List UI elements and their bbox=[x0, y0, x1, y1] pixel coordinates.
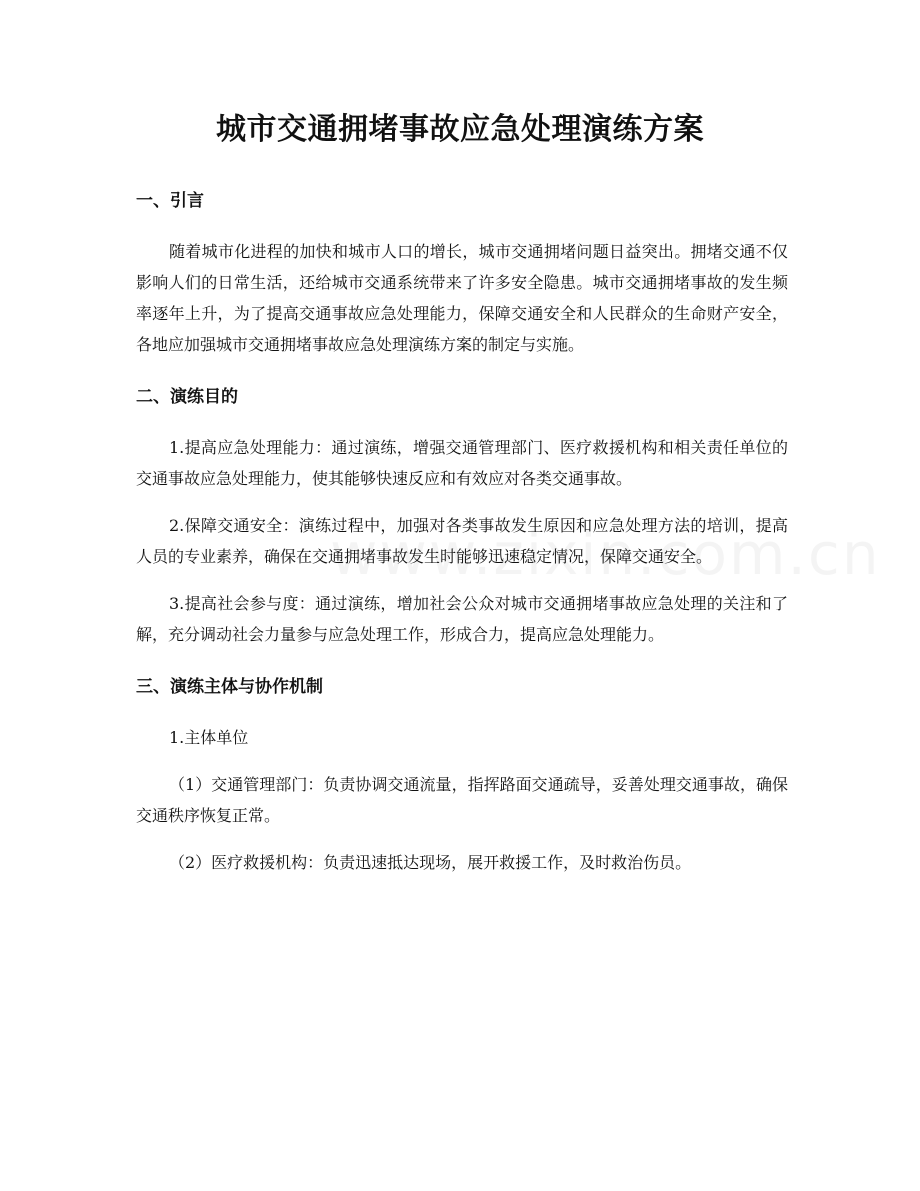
document-title: 城市交通拥堵事故应急处理演练方案 bbox=[216, 112, 704, 147]
participant-medical-rescue: （2）医疗救援机构：负责迅速抵达现场，展开救援工作，及时救治伤员。 bbox=[169, 853, 692, 872]
participant-traffic-management: （1）交通管理部门：负责协调交通流量，指挥路面交通疏导，妥善处理交通事故，确保交通秩序恢复正常。 bbox=[136, 775, 788, 825]
section-heading-participants: 三、演练主体与协作机制 bbox=[136, 677, 323, 697]
purpose-item-2: 2.保障交通安全：演练过程中，加强对各类事故发生原因和应急处理方法的培训，提高人员的专业素养，确保在交通拥堵事故发生时能够迅速稳定情况，保障交通安全。 bbox=[136, 516, 788, 566]
purpose-item-1: 1.提高应急处理能力：通过演练，增强交通管理部门、医疗救援机构和相关责任单位的交通事故应急处理能力，使其能够快速反应和有效应对各类交通事故。 bbox=[136, 438, 788, 488]
section-heading-purpose: 二、演练目的 bbox=[136, 387, 238, 407]
intro-paragraph: 随着城市化进程的加快和城市人口的增长，城市交通拥堵问题日益突出。拥堵交通不仅影响人们的日常生活，还给城市交通系统带来了许多安全隐患。城市交通拥堵事故的发生频率逐年上升，为了提高交通事故应急处理能力，保障交通安全和人民群众的生命财产安全，各地应加强城市交通拥堵事故应急处理演练方案的制定与实施。 bbox=[136, 242, 788, 354]
document-body bbox=[136, 184, 788, 878]
purpose-item-3: 3.提高社会参与度：通过演练，增加社会公众对城市交通拥堵事故应急处理的关注和了解，充分调动社会力量参与应急处理工作，形成合力，提高应急处理能力。 bbox=[136, 594, 788, 644]
section-heading-intro: 一、引言 bbox=[136, 191, 204, 211]
participants-subheading: 1.主体单位 bbox=[169, 728, 249, 747]
